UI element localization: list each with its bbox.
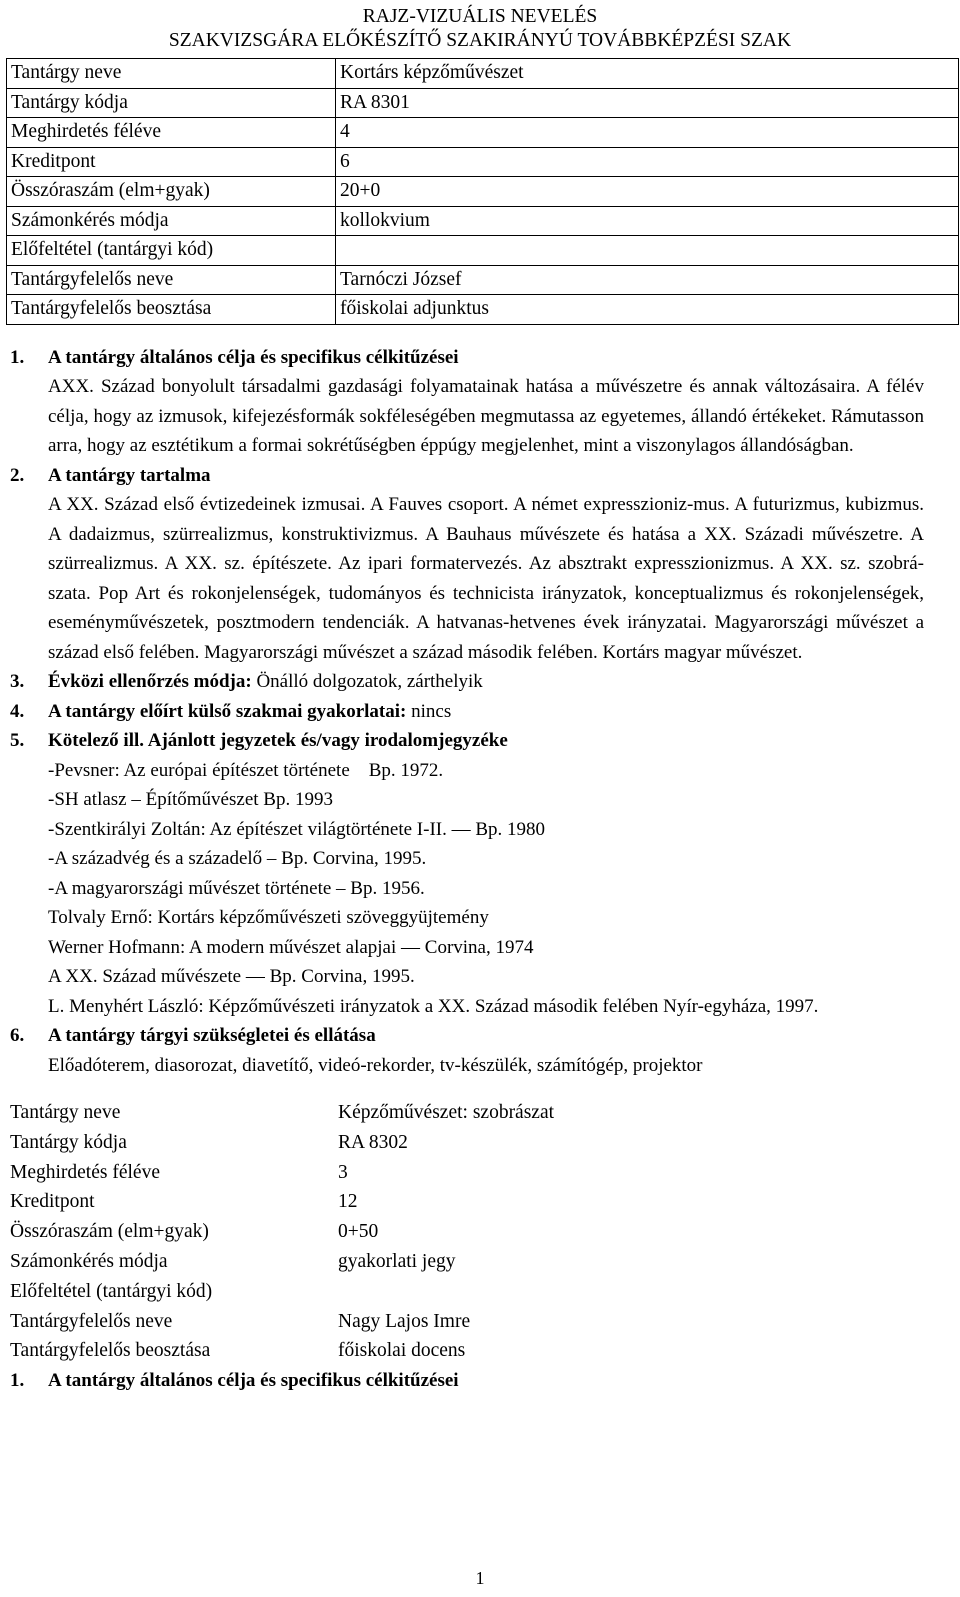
paragraph: A XX. Század első évtizedeinek izmusai. A Fauves csoport. A német expresszioniz-mus. A futurizmus, kubizmus. A dadaizmus, szürrealizmus, konstruktivizmus. A Bauhaus művészete és hatása a XX. Századi művészetre. A szürrealizmus. A XX. sz. építészete. Az ipari formatervezés. Az absztrakt expresszionizmus. A XX. sz. szobrá-szata. Pop Art és rokonjelenségek, tudományos és technicista irányzatok, konceptualizmus és rokonjelenségek, eseményművészetek, posztmodern tendenciák. A hatvanas-hetvenes évek irányzatai. Magyarországi művészet a század első felében. Magyarországi művészet a század második felében. Kortárs magyar művészet.	[48, 494, 924, 663]
table-row	[7, 295, 959, 325]
header-subtitle: SZAKVIZSGÁRA ELŐKÉSZÍTŐ SZAKIRÁNYÚ TOVÁBBKÉPZÉSI SZAK	[168, 30, 792, 51]
section-4	[10, 697, 910, 727]
table-row	[7, 177, 959, 207]
field-value: főiskolai docens	[338, 1340, 466, 1362]
table-row	[6, 1098, 959, 1128]
table-row	[7, 88, 959, 118]
field-label: Tantárgy kódja	[7, 88, 336, 118]
course1-info-table	[6, 58, 959, 325]
section-value: Önálló dolgozatok, zárthelyik	[256, 671, 483, 692]
page-number: 1	[475, 1568, 485, 1588]
field-label: Előfeltétel (tantárgyi kód)	[7, 236, 336, 266]
field-label: Tantárgy kódja	[10, 1131, 127, 1153]
field-label: Számonkérés módja	[10, 1250, 168, 1272]
section-6	[10, 1021, 910, 1051]
reference-list	[48, 756, 924, 1022]
table-row	[7, 147, 959, 177]
field-label: Tantárgyfelelős beosztása	[7, 295, 336, 325]
section-value: nincs	[411, 700, 452, 722]
table-row	[6, 1158, 959, 1188]
field-label: Összóraszám (elm+gyak)	[7, 177, 336, 207]
header-title: RAJZ-VIZUÁLIS NEVELÉS	[362, 6, 598, 27]
field-value: RA 8302	[338, 1131, 408, 1153]
section-number: 6.	[10, 1025, 25, 1046]
field-value: Tarnóczi József	[336, 265, 959, 295]
section-heading: Évközi ellenőrzés módja:	[48, 671, 252, 692]
list-item: Tolvaly Ernő: Kortárs képzőművészeti szöveggyüjtemény	[48, 907, 489, 928]
field-label: Tantárgyfelelős neve	[7, 265, 336, 295]
paragraph: Előadóterem, diasorozat, diavetítő, videó-rekorder, tv-készülék, számítógép, projektor	[48, 1054, 703, 1076]
section-heading: A tantárgy előírt külső szakmai gyakorlatai:	[48, 700, 407, 722]
field-label: Kreditpont	[10, 1191, 95, 1213]
document-header	[0, 0, 960, 53]
field-value	[334, 1277, 959, 1307]
field-value: gyakorlati jegy	[338, 1250, 456, 1272]
list-item: -SH atlasz – Építőművészet Bp. 1993	[48, 789, 333, 810]
section-number: 1.	[10, 346, 25, 368]
field-label: Tantárgyfelelős neve	[10, 1310, 173, 1332]
field-value	[336, 236, 959, 266]
table-row	[6, 1336, 959, 1366]
table-row	[6, 1217, 959, 1247]
field-label: Összóraszám (elm+gyak)	[10, 1221, 209, 1243]
paragraph: AXX. Század bonyolult társadalmi gazdasági folyamatainak hatása a művészetre és annak változásaira. A félév célja, hogy az izmusok, kifejezésformák sokféleségében megmutassa az egyetemes, állandó értékeket. Rámutasson arra, hogy az esztétikum a formai sokrétűségben éppúgy megjelenhet, mint a viszonylagos állandóságban.	[48, 376, 924, 456]
section-number: 3.	[10, 671, 25, 692]
table-row	[6, 1128, 959, 1158]
section-number: 1.	[10, 1370, 25, 1392]
section-2	[10, 461, 910, 491]
field-label: Számonkérés módja	[7, 206, 336, 236]
section-heading: A tantárgy tárgyi szükségletei és ellátása	[48, 1025, 376, 1046]
table-row	[6, 1247, 959, 1277]
table-row	[7, 206, 959, 236]
section-number: 4.	[10, 700, 25, 722]
table-row	[7, 59, 959, 89]
field-value: 12	[338, 1191, 358, 1213]
table-row	[6, 1277, 959, 1307]
table-row	[7, 118, 959, 148]
list-item: L. Menyhért László: Képzőművészeti irányzatok a XX. Század második felében Nyír-egyháza, 1997.	[48, 995, 819, 1017]
section-1	[10, 343, 910, 373]
field-value: 6	[336, 147, 959, 177]
field-value: Képzőművészet: szobrászat	[338, 1102, 555, 1123]
section-2-body	[48, 490, 924, 667]
field-label: Előfeltétel (tantárgyi kód)	[10, 1280, 213, 1302]
field-label: Meghirdetés féléve	[10, 1161, 160, 1183]
field-label: Tantárgy neve	[10, 1102, 121, 1123]
section-heading: A tantárgy általános célja és specifikus célkitűzései	[48, 1370, 459, 1392]
section-heading: Kötelező ill. Ajánlott jegyzetek és/vagy irodalomjegyzéke	[48, 730, 508, 751]
list-item: -A magyarországi művészet története – Bp. 1956.	[48, 877, 425, 899]
section-number: 2.	[10, 464, 25, 486]
field-value: Kortárs képzőművészet	[336, 59, 959, 89]
field-value: kollokvium	[336, 206, 959, 236]
list-item: -A századvég és a századelő – Bp. Corvina, 1995.	[48, 848, 427, 869]
section-6-body	[48, 1051, 924, 1081]
section-heading: A tantárgy általános célja és specifikus célkitűzései	[48, 346, 459, 368]
section-heading: A tantárgy tartalma	[48, 464, 211, 486]
section-1-body	[48, 372, 924, 461]
course2-section-1	[10, 1366, 910, 1396]
section-3	[10, 667, 910, 697]
section-5	[10, 726, 910, 756]
field-value: 0+50	[338, 1221, 379, 1243]
table-row	[7, 265, 959, 295]
list-item: -Pevsner: Az európai építészet története Bp. 1972.	[48, 759, 444, 781]
field-value: 3	[338, 1161, 348, 1183]
section-number: 5.	[10, 730, 25, 751]
field-value: 20+0	[336, 177, 959, 207]
table-row	[6, 1307, 959, 1337]
list-item: -Szentkirályi Zoltán: Az építészet világtörténete I-II. — Bp. 1980	[48, 818, 546, 840]
field-value: főiskolai adjunktus	[336, 295, 959, 325]
list-item: A XX. Század művészete — Bp. Corvina, 1995.	[48, 966, 415, 987]
field-label: Meghirdetés féléve	[7, 118, 336, 148]
field-value: 4	[336, 118, 959, 148]
field-label: Tantárgyfelelős beosztása	[10, 1340, 211, 1362]
field-label: Tantárgy neve	[7, 59, 336, 89]
table-row	[7, 236, 959, 266]
field-label: Kreditpont	[7, 147, 336, 177]
field-value: Nagy Lajos Imre	[338, 1310, 471, 1332]
table-row	[6, 1187, 959, 1217]
course2-info-table	[6, 1098, 959, 1366]
field-value: RA 8301	[336, 88, 959, 118]
list-item: Werner Hofmann: A modern művészet alapjai — Corvina, 1974	[48, 936, 534, 958]
